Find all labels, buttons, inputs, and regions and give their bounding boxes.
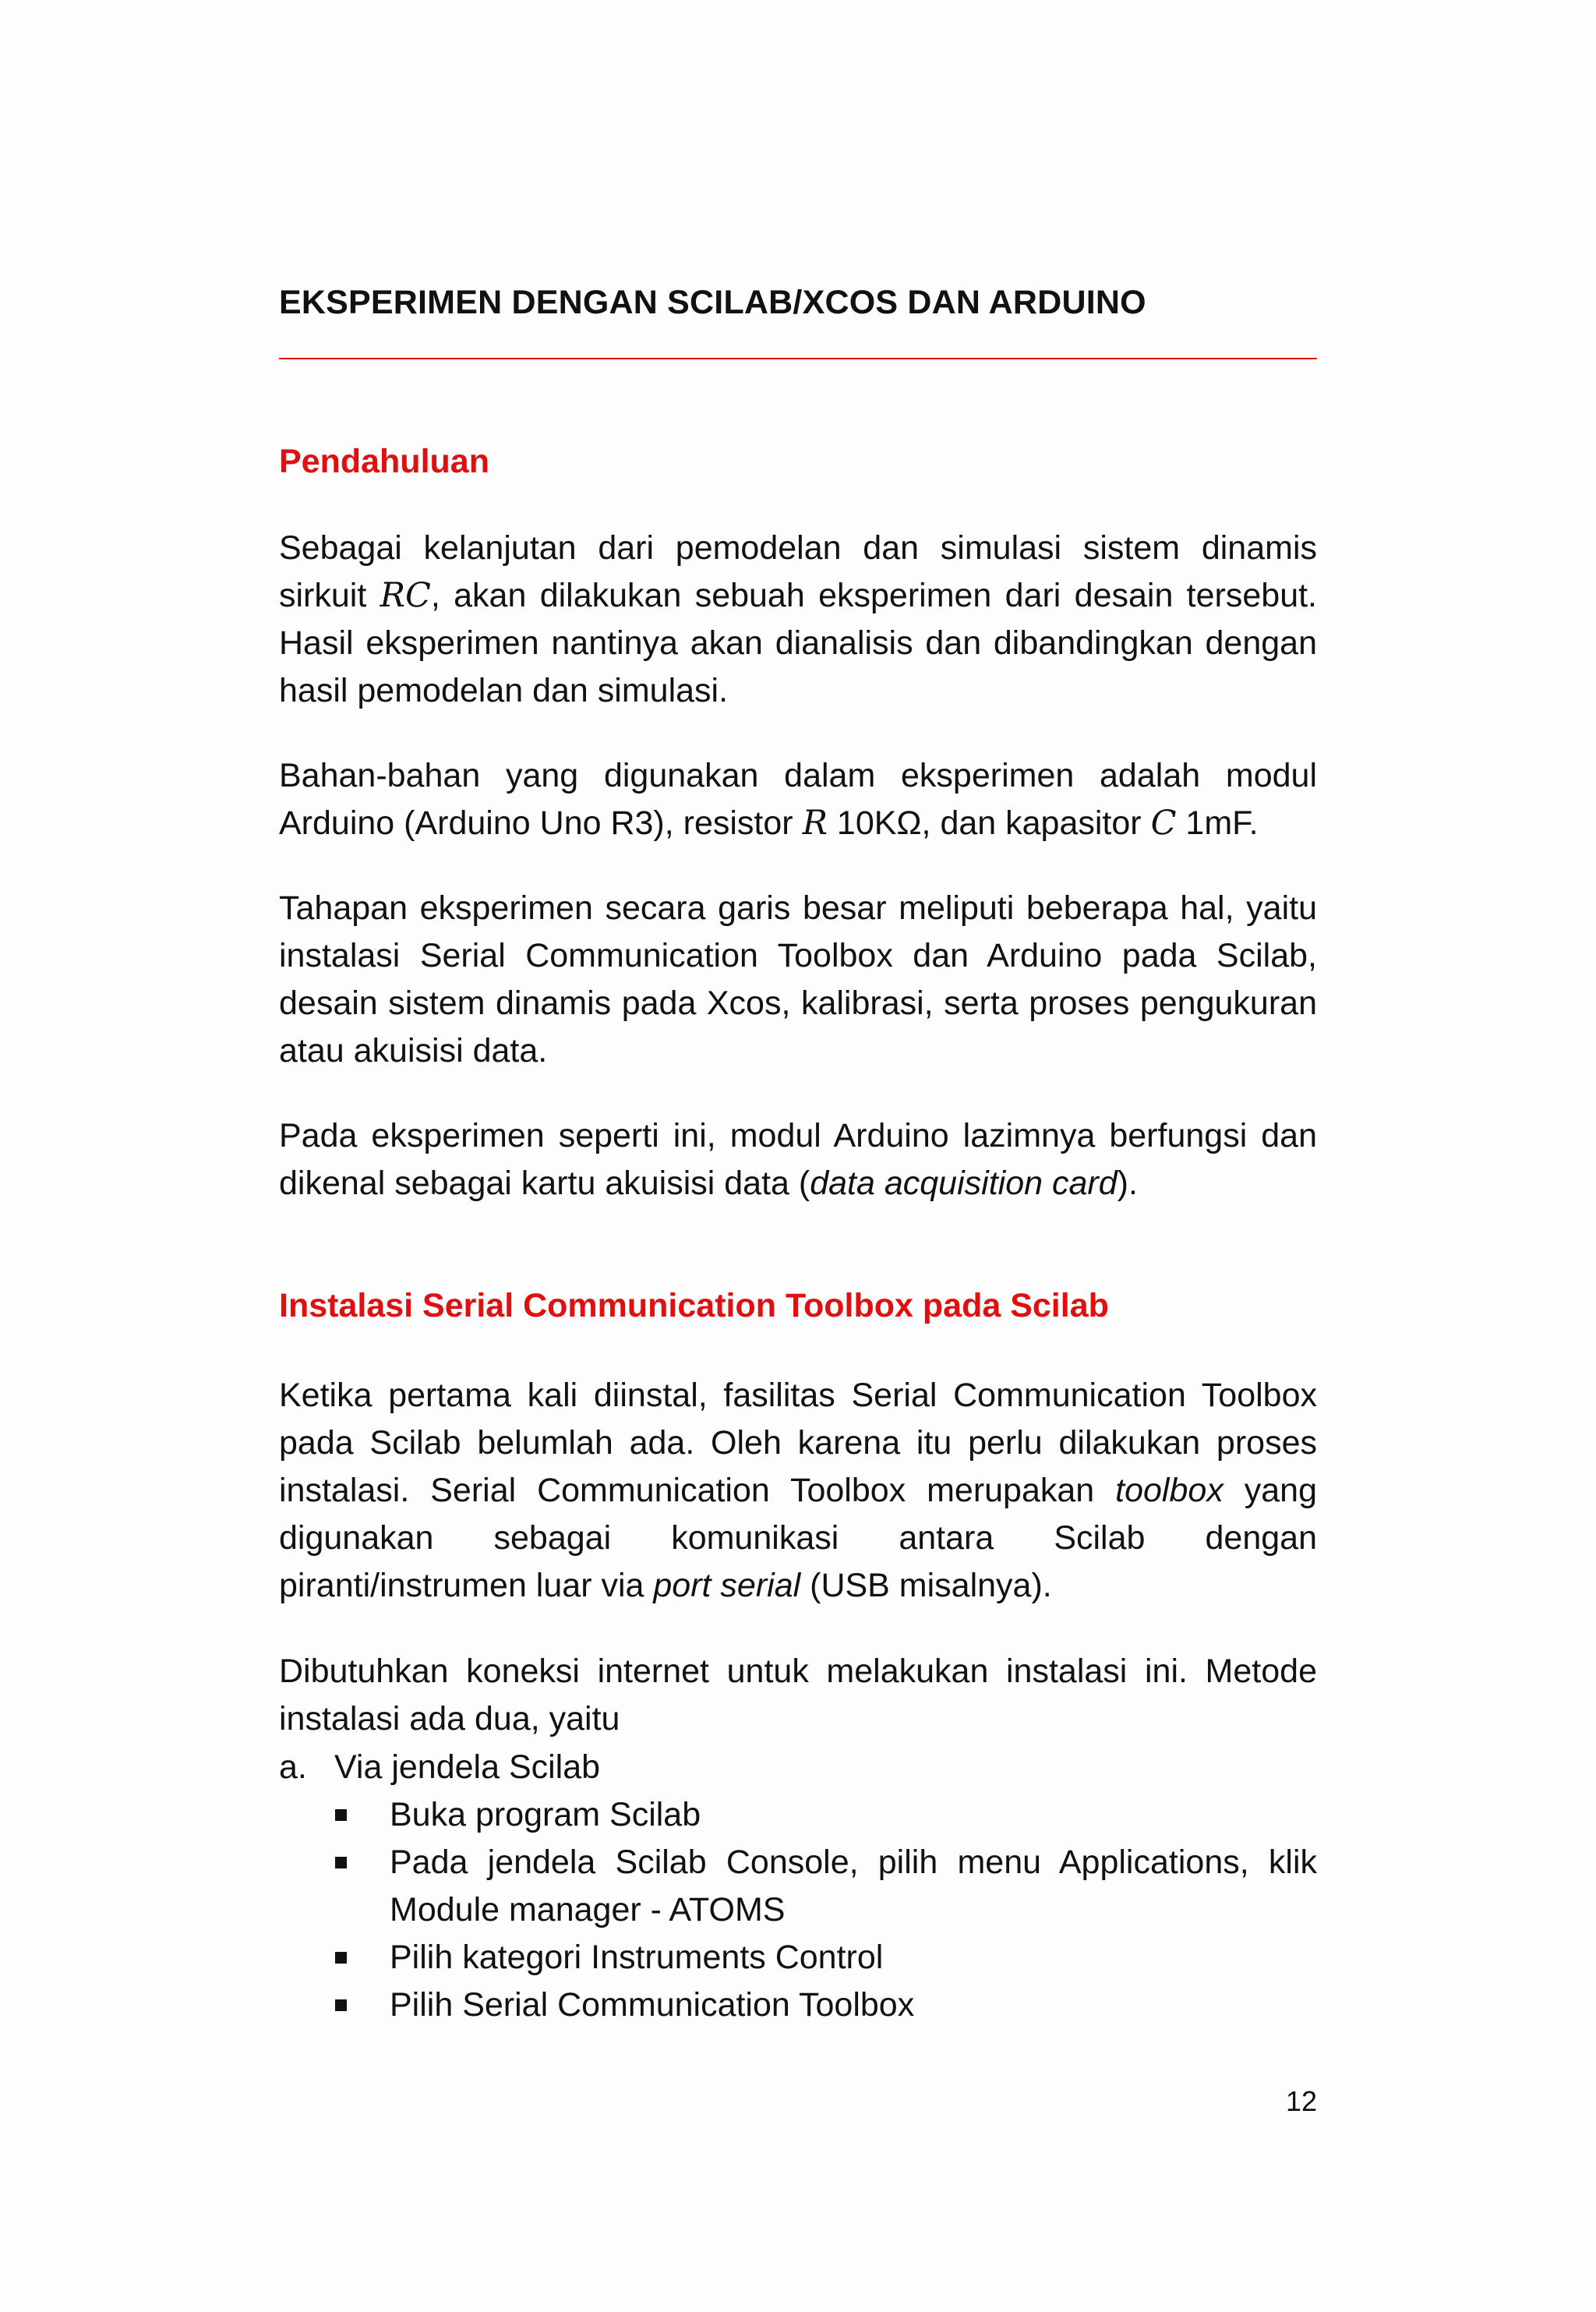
document-title: EKSPERIMEN DENGAN SCILAB/XCOS DAN ARDUINO [279, 284, 1146, 321]
page-number: 12 [1285, 2085, 1317, 2117]
bullet-list [334, 1791, 1317, 2029]
paragraph-arduino-role: Pada eksperimen seperti ini, modul Arduino lazimnya berfungsi dan dikenal sebagai kartu akuisisi data (data acquisition card). [279, 1117, 1317, 1202]
paragraph-toolbox-intro: Ketika pertama kali diinstal, fasilitas Serial Communication Toolbox pada Scilab belumlah ada. Oleh karena itu perlu dilakukan proses instalasi. Serial Communication Toolbox merupakan toolbox yang digunakan sebagai komunikasi antara Scilab dengan piranti/instrumen luar via port serial (USB misalnya). [279, 1377, 1317, 1604]
list-item: Pada jendela Scilab Console, pilih menu Applications, klik Module manager - ATOMS [334, 1839, 1317, 1934]
paragraph-materials: Bahan-bahan yang digunakan dalam eksperimen adalah modul Arduino (Arduino Uno R3), resistor R 10KΩ, dan kapasitor C 1mF. [279, 757, 1317, 843]
math-rc: RC [380, 576, 431, 615]
list-item: Pilih Serial Communication Toolbox [334, 1981, 1317, 2029]
square-bullet-icon [335, 1857, 347, 1868]
math-r: R [802, 804, 828, 843]
section-heading-instalasi: Instalasi Serial Communication Toolbox pada Scilab [279, 1287, 1109, 1324]
list-marker: a. [279, 1748, 307, 1786]
paragraph-stages: Tahapan eksperimen secara garis besar meliputi beberapa hal, yaitu instalasi Serial Communication Toolbox dan Arduino pada Scilab, desain sistem dinamis pada Xcos, kalibrasi, serta proses pengukuran atau akuisisi data. [279, 889, 1317, 1069]
math-c: C [1150, 804, 1177, 843]
document-page [279, 0, 1317, 2312]
square-bullet-icon [335, 1999, 347, 2011]
paragraph-install-methods: Dibutuhkan koneksi internet untuk melakukan instalasi ini. Metode instalasi ada dua, yaitu [279, 1653, 1317, 1738]
list-item: Buka program Scilab [334, 1791, 1317, 1839]
title-underline-rule [279, 358, 1317, 359]
list-item-label: Via jendela Scilab [334, 1748, 601, 1786]
square-bullet-icon [335, 1809, 347, 1821]
section-heading-pendahuluan: Pendahuluan [279, 443, 489, 480]
square-bullet-icon [335, 1952, 347, 1964]
list-item: Pilih kategori Instruments Control [334, 1934, 1317, 1981]
paragraph-intro: Sebagai kelanjutan dari pemodelan dan simulasi sistem dinamis sirkuit RC, akan dilakukan sebuah eksperimen dari desain tersebut. Hasil eksperimen nantinya akan dianalisis dan dibandingkan dengan hasil pemodelan dan simulasi. [279, 529, 1317, 709]
